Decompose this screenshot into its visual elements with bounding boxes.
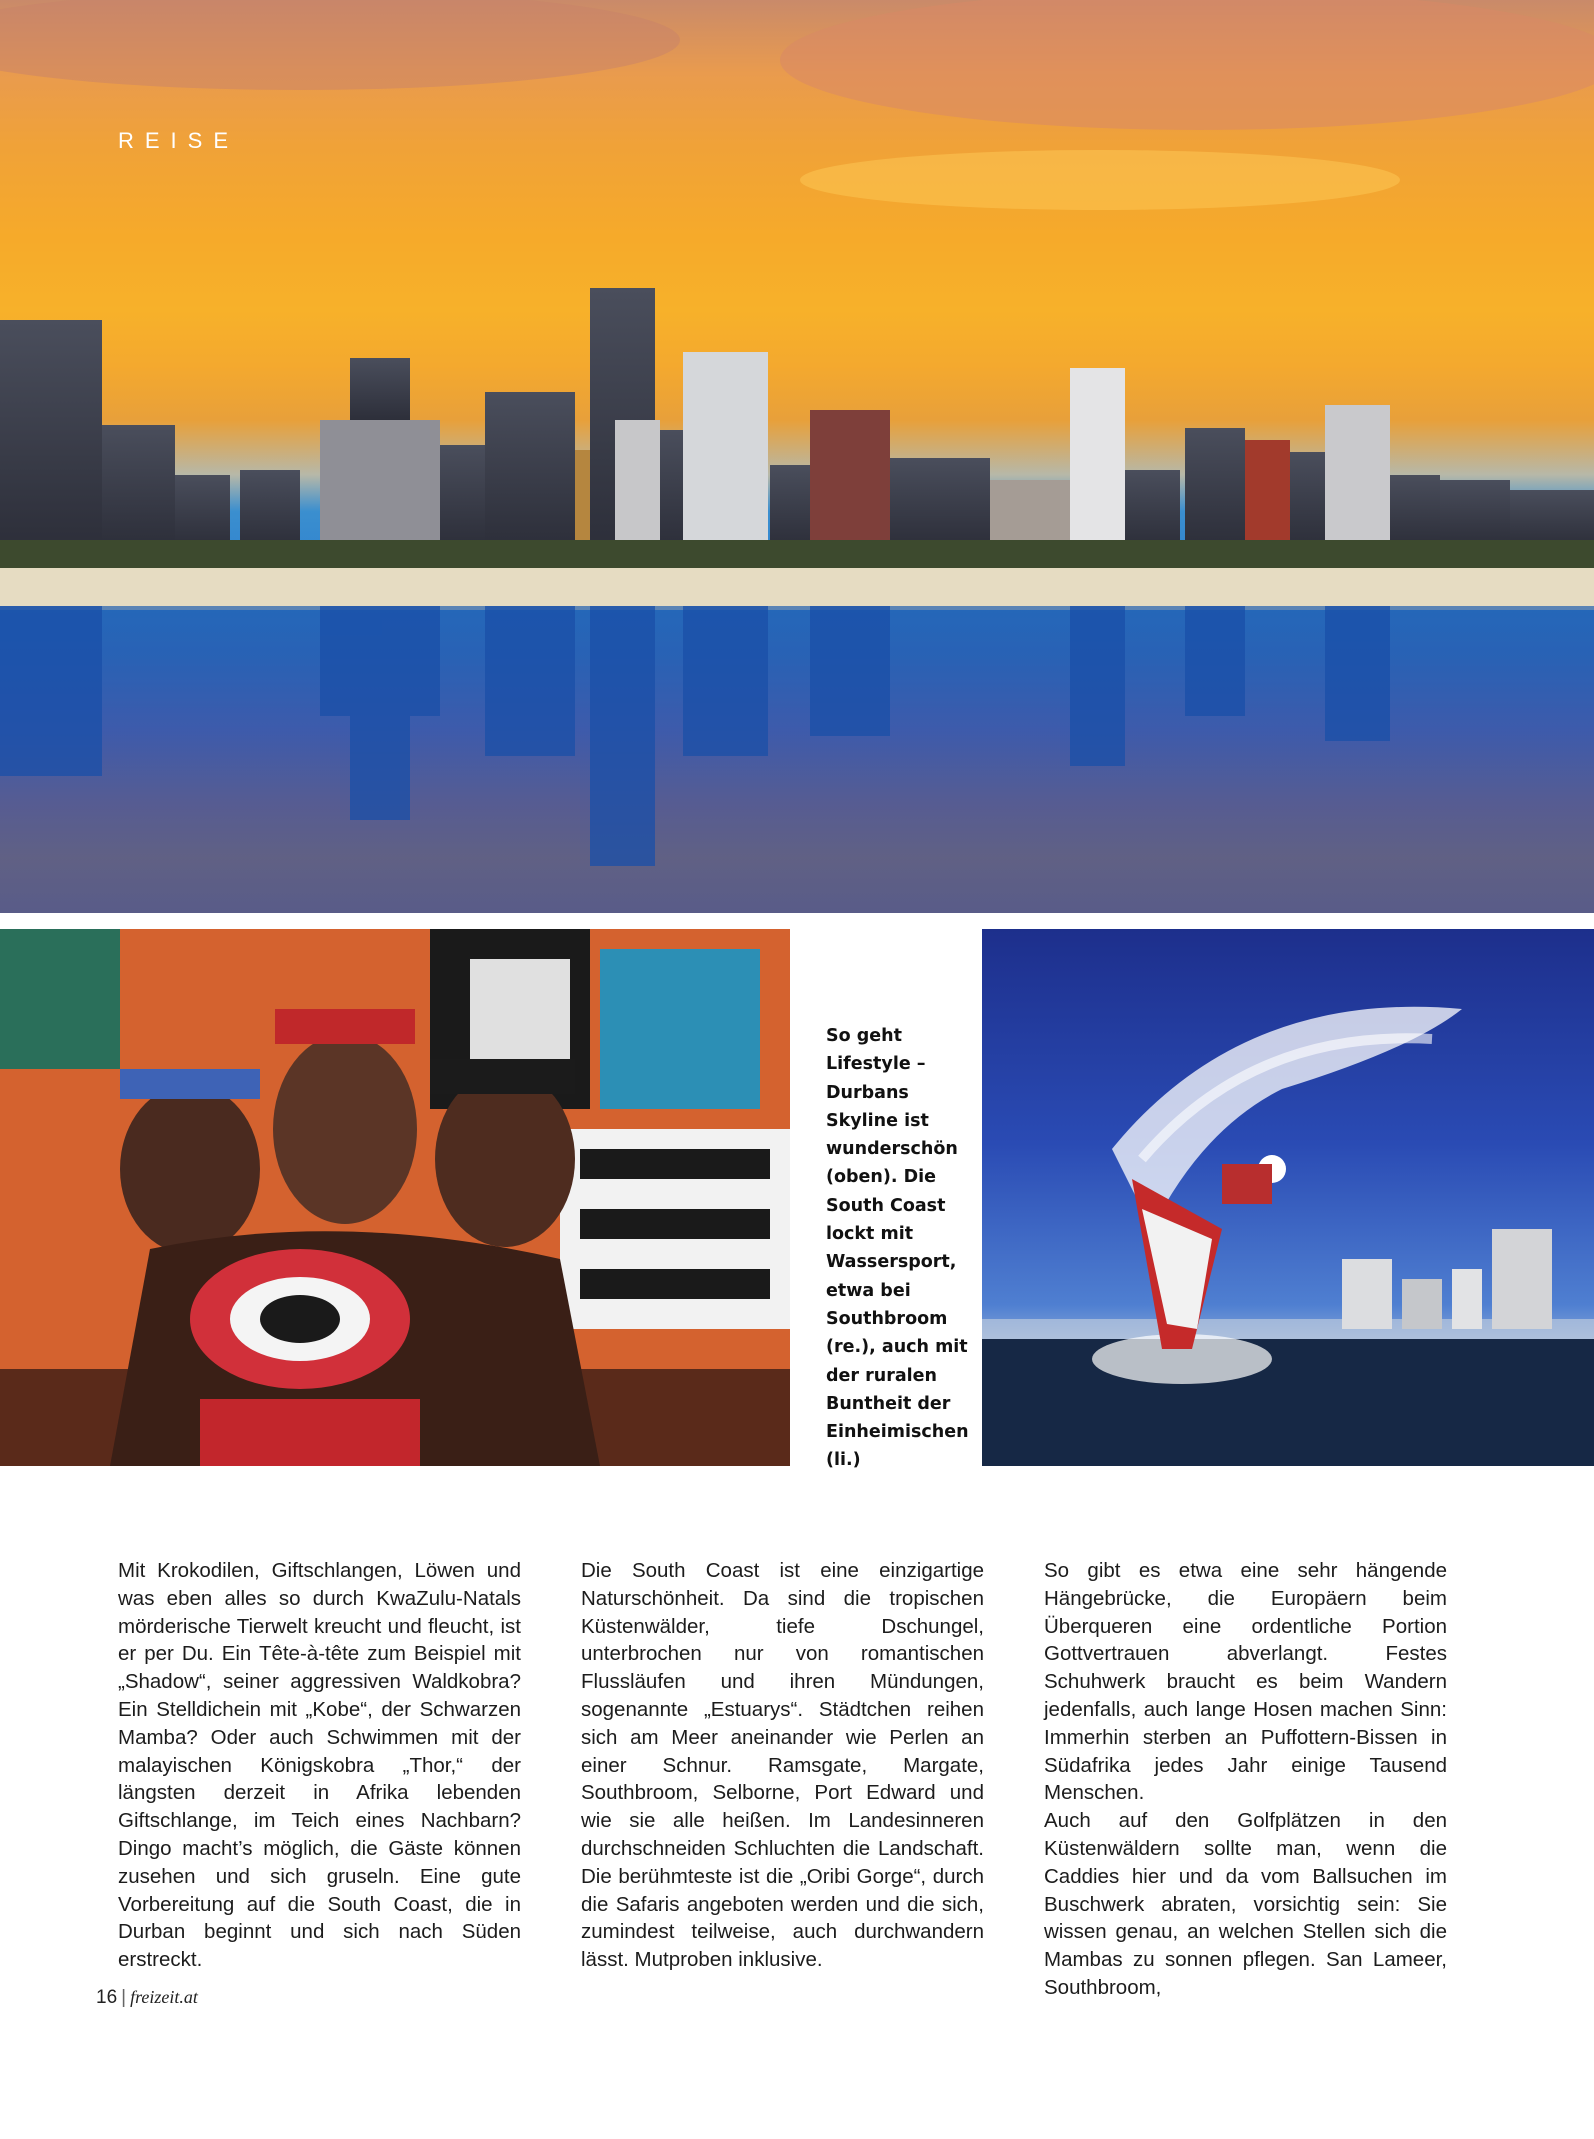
photo-zulu-women (0, 929, 790, 1466)
zulu-women-illustration (0, 929, 790, 1466)
column-3-paragraph-2: Auch auf den Golfplätzen in den Küstenwäldern sollte man, wenn die Caddies hier und da vom Ballsuchen im Buschwerk abraten, vorsichtig sein: Sie wissen genau, an welchen Stellen sich die Mambas zu sonnen pflegen. San Lameer, Southbroom, (1044, 1809, 1447, 1999)
photo-jetski-southbroom (982, 929, 1594, 1466)
jetski-illustration (982, 929, 1594, 1466)
article-column-3 (1044, 1557, 1447, 2002)
footer-site: freizeit.at (130, 1987, 198, 2007)
page-footer (96, 1987, 198, 2009)
column-1-paragraph-1: Mit Krokodilen, Giftschlangen, Löwen und was eben alles so durch KwaZulu-Natals mörderische Tierwelt kreucht und fleucht, ist er per Du. Ein Tête-à-tête zum Beispiel mit „Shadow“, seiner aggressiven Waldkobra? Ein Stelldichein mit „Kobe“, der Schwarzen Mamba? Oder auch Schwimmen mit der malayischen Königskobra „Thor,“ der längsten derzeit in Afrika lebenden Giftschlange, im Teich eines Nachbarn? Dingo macht’s möglich, die Gäste können zusehen und sich gruseln. Eine gute Vorbereitung auf die South Coast, die in Durban beginnt und sich nach Süden erstreckt. (118, 1559, 521, 1972)
section-label: REISE (118, 128, 240, 153)
skyline-illustration (0, 0, 1594, 913)
article-column-2 (581, 1557, 984, 1974)
hero-photo-durban-skyline (0, 0, 1594, 913)
article-column-1 (118, 1557, 521, 1974)
footer-separator: | (121, 1987, 127, 2008)
column-2-paragraph-1: Die South Coast ist eine einzigartige Naturschönheit. Da sind die tropischen Küstenwälder, tiefe Dschungel, unterbrochen nur von romantischen Flussläufen und ihren Mündungen, sogenannte „Estuarys“. Städtchen reihen sich am Meer aneinander wie Perlen an einer Schnur. Ramsgate, Margate, Southbroom, Selborne, Port Edward und wie sie alle heißen. Im Landesinneren durchschneiden Schluchten die Landschaft. Die berühmteste ist die „Oribi Gorge“, durch die Safaris angeboten werden und die sich, zumindest teilweise, auch durchwandern lässt. Mutproben inklusive. (581, 1559, 984, 1972)
column-3-paragraph-1: So gibt es etwa eine sehr hängende Hängebrücke, die Europäern beim Überqueren eine ordentliche Portion Gottvertrauen abverlangt. Festes Schuhwerk braucht es beim Wandern jedenfalls, auch lange Hosen machen Sinn: Immerhin sterben an Puffottern-Bissen in Südafrika jedes Jahr einige Tausend Menschen. (1044, 1559, 1447, 1805)
page-number: 16 (96, 1987, 118, 2008)
photo-caption: So geht Lifestyle – Durbans Skyline ist wunderschön (oben). Die South Coast lockt mit Wassersport, etwa bei Southbroom (re.), auch mit der ruralen Buntheit der Einheimischen (li.) (826, 1026, 969, 1471)
